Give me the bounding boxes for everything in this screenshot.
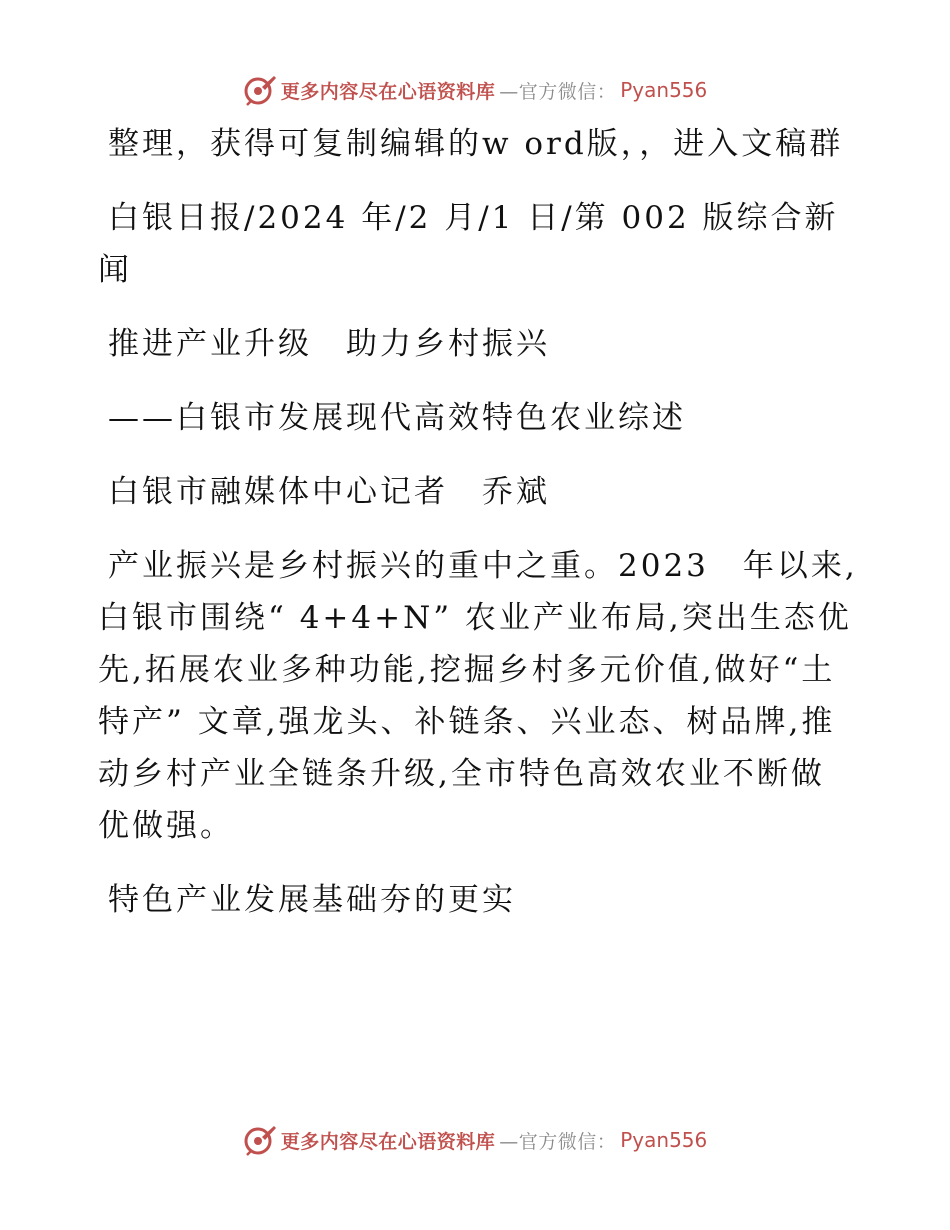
- watermark-wechat-label: —官方微信：: [499, 80, 617, 103]
- header-watermark: [0, 70, 950, 110]
- article-byline: 白银市融媒体中心记者 乔斌: [108, 474, 550, 510]
- pen-logo-icon: [243, 1123, 277, 1157]
- watermark-wechat-label: —官方微信：: [499, 1130, 617, 1153]
- article-title: 推进产业升级 助力乡村振兴: [108, 326, 550, 362]
- pen-logo-icon: [243, 73, 277, 107]
- paragraph-intro: 整理，获得可复制编辑的w ord版，，进入文稿群: [108, 126, 844, 162]
- watermark-wechat-id: Pyan556: [620, 78, 708, 102]
- document-body: [98, 118, 858, 948]
- watermark-wechat-id: Pyan556: [620, 1128, 708, 1152]
- paragraph-source: 白银日报/2024 年/2 月/1 日/第 002 版综合新闻: [98, 200, 839, 288]
- watermark-brand-text: 更多内容尽在心语资料库: [280, 1130, 496, 1153]
- article-subtitle: ——白银市发展现代高效特色农业综述: [108, 400, 686, 436]
- section-heading: 特色产业发展基础夯的更实: [108, 882, 516, 918]
- article-lead-paragraph: 产业振兴是乡村振兴的重中之重。2023 年以来,白银市围绕“ 4+4+N” 农业产业布局,突出生态优先,拓展农业多种功能,挖掘乡村多元价值,做好“土特产” 文章,强龙头、补链条、兴业态、树品牌,推动乡村产业全链条升级,全市特色高效农业不断做优做强。: [98, 548, 858, 844]
- watermark-brand-text: 更多内容尽在心语资料库: [280, 80, 496, 103]
- footer-watermark: [0, 1120, 950, 1160]
